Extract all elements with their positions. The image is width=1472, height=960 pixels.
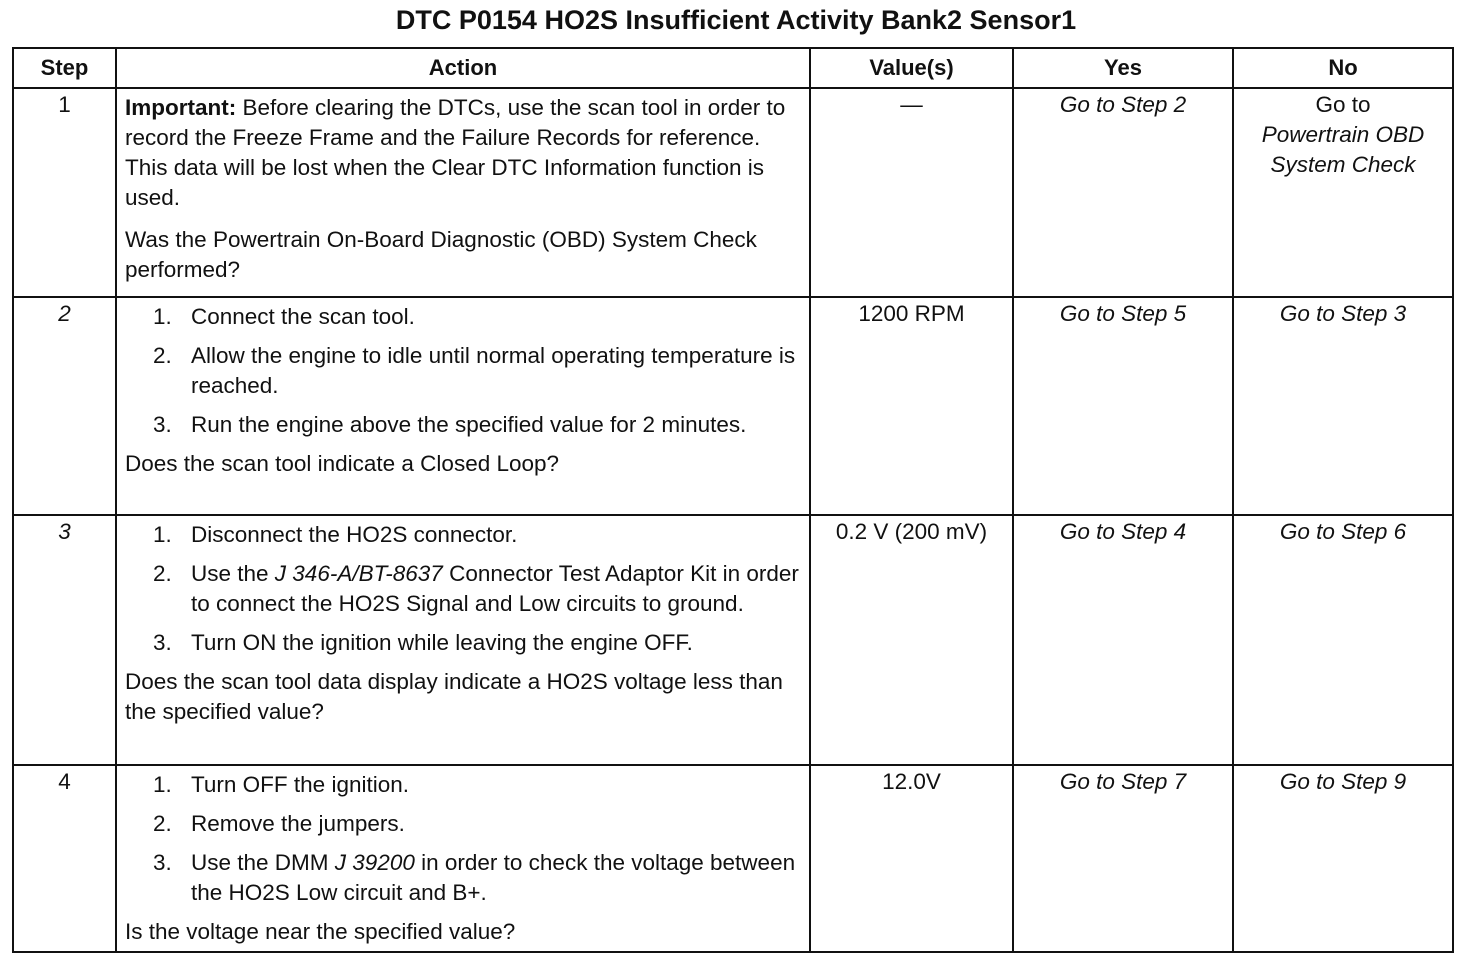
list-item [125,628,801,658]
step-number: 2 [13,297,116,515]
yes-cell: Go to Step 4 [1013,515,1233,765]
action-question: Is the voltage near the specified value? [125,919,516,944]
table-row [13,515,1453,765]
list-text-pre: Use the DMM [191,850,335,875]
header-values: Value(s) [810,48,1013,88]
no-cell: Go to Step 6 [1233,515,1453,765]
important-note [125,93,801,213]
list-text: Remove the jumpers. [191,811,405,836]
yes-cell: Go to Step 2 [1013,88,1233,297]
no-prefix: Go to [1315,92,1371,117]
action-cell [116,297,810,515]
list-text: Run the engine above the specified value for 2 minutes. [191,412,747,437]
action-question: Was the Powertrain On-Board Diagnostic (OBD) System Check performed? [125,227,757,282]
yes-cell: Go to Step 7 [1013,765,1233,952]
action-question: Does the scan tool indicate a Closed Loop? [125,451,560,476]
action-list [125,520,801,658]
list-number: 2. [153,811,172,836]
header-step: Step [13,48,116,88]
tool-reference: J 39200 [334,850,415,875]
list-number: 2. [153,343,172,368]
list-item [125,520,801,550]
header-no: No [1233,48,1453,88]
tool-reference: J 346-A/BT-8637 [274,561,443,586]
yes-cell: Go to Step 5 [1013,297,1233,515]
step-number: 1 [13,88,116,297]
list-item [125,341,801,401]
list-number: 2. [153,561,172,586]
list-text: Allow the engine to idle until normal operating temperature is reached. [191,343,796,398]
list-text: Turn OFF the ignition. [191,772,410,797]
value-cell: 1200 RPM [810,297,1013,515]
list-item [125,770,801,800]
list-text: Connect the scan tool. [191,304,415,329]
header-yes: Yes [1013,48,1233,88]
step-number: 3 [13,515,116,765]
list-item [125,410,801,440]
list-text-post: Connector Test Adaptor Kit in order to connect the HO2S Signal and Low circuits to ground. [191,561,799,616]
list-number: 1. [153,304,172,329]
action-cell [116,515,810,765]
table-row [13,297,1453,515]
important-text: Before clearing the DTCs, use the scan tool in order to record the Freeze Frame and the Failure Records for reference. This data will be lost when the Clear DTC Information function is used. [125,95,786,210]
table-row [13,765,1453,952]
action-list [125,770,801,908]
action-cell [116,765,810,952]
list-text: Turn ON the ignition while leaving the engine OFF. [191,630,693,655]
no-cell: Go to Step 9 [1233,765,1453,952]
list-number: 3. [153,850,172,875]
no-cell: Go to Step 3 [1233,297,1453,515]
list-item [125,302,801,332]
list-item [125,559,801,619]
value-cell: 12.0V [810,765,1013,952]
diagnostic-table [12,47,1454,953]
list-text-post: in order to check the voltage between the HO2S Low circuit and B+. [191,850,796,905]
list-number: 3. [153,630,172,655]
value-cell: — [810,88,1013,297]
page-title: DTC P0154 HO2S Insufficient Activity Bank2 Sensor1 [395,5,1077,35]
list-item [125,809,801,839]
no-reference: Powertrain OBD System Check [1261,122,1425,177]
important-label: Important: [125,95,237,120]
action-cell [116,88,810,297]
no-cell [1233,88,1453,297]
action-question: Does the scan tool data display indicate a HO2S voltage less than the specified value? [125,669,783,724]
list-number: 1. [153,522,172,547]
header-row [13,48,1453,88]
value-cell: 0.2 V (200 mV) [810,515,1013,765]
list-number: 3. [153,412,172,437]
step-number: 4 [13,765,116,952]
header-action: Action [116,48,810,88]
table-row [13,88,1453,297]
list-number: 1. [153,772,172,797]
list-item [125,848,801,908]
list-text-pre: Use the [191,561,275,586]
action-list [125,302,801,440]
list-text: Disconnect the HO2S connector. [191,522,518,547]
